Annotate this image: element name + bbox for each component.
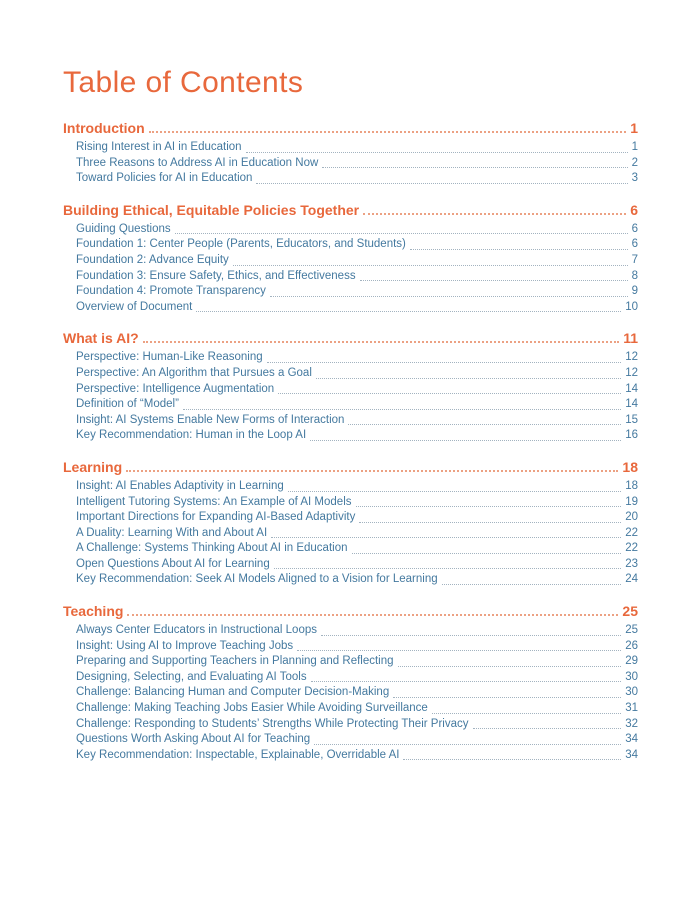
toc-entry-label: Foundation 1: Center People (Parents, Educators, and Students) <box>76 238 406 251</box>
toc-entry-page-number: 12 <box>625 351 638 364</box>
toc-entry-label: Perspective: Intelligence Augmentation <box>76 382 275 395</box>
toc-section <box>63 120 638 187</box>
toc-entry[interactable] <box>63 413 638 429</box>
toc-entry-label: Challenge: Responding to Students’ Strengths While Protecting Their Privacy <box>76 717 469 730</box>
toc-entry[interactable] <box>63 526 638 542</box>
toc-entry-page-number: 14 <box>625 398 638 411</box>
toc-entry[interactable] <box>63 572 638 588</box>
toc-entry-label: Perspective: Human-Like Reasoning <box>76 351 263 364</box>
toc-entry[interactable] <box>63 428 638 444</box>
dot-leader <box>432 713 621 714</box>
toc-entry-page-number: 6 <box>631 222 638 235</box>
toc-entry-label: Rising Interest in AI in Education <box>76 141 242 153</box>
toc-entry-page-number: 2 <box>631 156 638 169</box>
dot-leader <box>143 341 619 343</box>
toc-entry-page-number: 34 <box>625 748 638 761</box>
toc-entry-page-number: 30 <box>625 670 638 683</box>
dot-leader <box>314 744 621 745</box>
toc-entry-label: Insight: AI Systems Enable New Forms of Interaction <box>76 413 345 426</box>
dot-leader <box>322 167 627 168</box>
dot-leader <box>321 635 621 636</box>
toc-entry-label: Toward Policies for AI in Education <box>76 172 253 185</box>
toc-entry-page-number: 22 <box>625 542 638 555</box>
toc-entry[interactable] <box>63 732 638 748</box>
toc-entry-page-number: 8 <box>631 269 638 282</box>
dot-leader <box>442 584 622 585</box>
dot-leader <box>274 568 621 569</box>
toc-entry-page-number: 25 <box>625 624 638 637</box>
toc-entry-page-number: 22 <box>625 526 638 539</box>
dot-leader <box>278 393 621 394</box>
page-title: Table of Contents <box>63 66 304 99</box>
toc-entry[interactable] <box>63 670 638 686</box>
toc-entry-page-number: 23 <box>625 557 638 570</box>
toc-entry-label: Overview of Document <box>76 300 193 313</box>
toc-entry-page-number: 34 <box>625 733 638 746</box>
toc-entry-page-number: 7 <box>631 253 638 266</box>
toc-entry[interactable] <box>63 495 638 511</box>
toc-entry-label: Insight: AI Enables Adaptivity in Learning <box>76 479 284 492</box>
toc-entry-label: Definition of “Model” <box>76 398 179 411</box>
toc-entry-page-number: 18 <box>625 479 638 492</box>
dot-leader <box>363 213 626 215</box>
table-of-contents <box>63 120 638 763</box>
toc-section-page-number: 6 <box>630 201 638 218</box>
toc-entry-page-number: 10 <box>625 300 638 313</box>
toc-entry-label: Key Recommendation: Human in the Loop AI <box>76 429 307 442</box>
toc-entry-page-number: 30 <box>625 686 638 699</box>
toc-entry-label: A Duality: Learning With and About AI <box>76 526 268 539</box>
toc-entry[interactable] <box>63 639 638 655</box>
toc-entry-page-number: 19 <box>625 495 638 508</box>
toc-entry-page-number: 9 <box>631 285 638 298</box>
toc-section-title: Building Ethical, Equitable Policies Together <box>63 201 360 218</box>
toc-section-entry[interactable] <box>63 330 638 346</box>
toc-entry-label: Perspective: An Algorithm that Pursues a Goal <box>76 366 312 379</box>
dot-leader <box>359 522 621 523</box>
dot-leader <box>311 681 622 682</box>
toc-entry[interactable] <box>63 140 638 156</box>
toc-entry[interactable] <box>63 510 638 526</box>
toc-entry-label: Designing, Selecting, and Evaluating AI Tools <box>76 670 307 683</box>
toc-entry-page-number: 12 <box>625 366 638 379</box>
toc-section-page-number: 11 <box>623 330 638 347</box>
toc-entry[interactable] <box>63 350 638 366</box>
toc-entry[interactable] <box>63 156 638 172</box>
toc-section-title: Introduction <box>63 120 145 136</box>
toc-entry[interactable] <box>63 171 638 187</box>
toc-entry-page-number: 32 <box>625 717 638 730</box>
dot-leader <box>267 362 622 363</box>
toc-entry[interactable] <box>63 300 638 316</box>
toc-entry[interactable] <box>63 382 638 398</box>
toc-entry[interactable] <box>63 269 638 285</box>
dot-leader <box>352 553 622 554</box>
toc-section-page-number: 18 <box>622 458 638 475</box>
dot-leader <box>127 614 618 616</box>
toc-entry-page-number: 15 <box>625 413 638 426</box>
toc-entry-label: Key Recommendation: Inspectable, Explainable, Overridable AI <box>76 748 400 761</box>
toc-section-entry[interactable] <box>63 603 638 619</box>
toc-section-page-number: 25 <box>622 603 638 620</box>
toc-entry[interactable] <box>63 222 638 238</box>
dot-leader <box>310 440 621 441</box>
toc-entry-page-number: 6 <box>631 238 638 251</box>
toc-entry-page-number: 24 <box>625 573 638 586</box>
toc-section-page-number: 1 <box>630 120 638 136</box>
dot-leader <box>348 424 621 425</box>
toc-entry[interactable] <box>63 253 638 269</box>
toc-section <box>63 202 638 316</box>
toc-entry-page-number: 26 <box>625 639 638 652</box>
toc-entry[interactable] <box>63 654 638 670</box>
dot-leader <box>393 697 621 698</box>
toc-entry-page-number: 14 <box>625 382 638 395</box>
toc-entry-label: Guiding Questions <box>76 222 171 235</box>
toc-entry-label: A Challenge: Systems Thinking About AI in Education <box>76 542 348 555</box>
toc-section-entry[interactable] <box>63 120 638 136</box>
toc-entry[interactable] <box>63 623 638 639</box>
toc-entry-page-number: 31 <box>625 702 638 715</box>
toc-entry-page-number: 16 <box>625 429 638 442</box>
toc-entry-label: Questions Worth Asking About AI for Teaching <box>76 733 311 746</box>
dot-leader <box>256 183 627 184</box>
dot-leader <box>288 491 621 492</box>
dot-leader <box>175 233 628 234</box>
toc-entry[interactable] <box>63 479 638 495</box>
toc-entry[interactable] <box>63 685 638 701</box>
toc-entry-label: Always Center Educators in Instructional Loops <box>76 624 317 637</box>
dot-leader <box>360 280 628 281</box>
dot-leader <box>356 506 622 507</box>
toc-entry[interactable] <box>63 701 638 717</box>
dot-leader <box>233 265 628 266</box>
toc-entry-label: Important Directions for Expanding AI-Based Adaptivity <box>76 511 356 524</box>
toc-entry-label: Open Questions About AI for Learning <box>76 557 270 570</box>
toc-entry-label: Foundation 2: Advance Equity <box>76 253 229 266</box>
toc-entry-label: Challenge: Making Teaching Jobs Easier While Avoiding Surveillance <box>76 702 428 715</box>
dot-leader <box>398 666 622 667</box>
toc-entry[interactable] <box>63 366 638 382</box>
dot-leader <box>246 152 628 153</box>
toc-entry[interactable] <box>63 541 638 557</box>
dot-leader <box>271 537 621 538</box>
toc-entry-label: Challenge: Balancing Human and Computer Decision-Making <box>76 686 390 699</box>
toc-entry-label: Three Reasons to Address AI in Education Now <box>76 156 319 169</box>
toc-section <box>63 603 638 763</box>
toc-entry[interactable] <box>63 748 638 764</box>
toc-entry-label: Foundation 3: Ensure Safety, Ethics, and Effectiveness <box>76 269 356 282</box>
toc-entry-page-number: 20 <box>625 511 638 524</box>
dot-leader <box>297 650 621 651</box>
toc-section-title: Learning <box>63 458 123 475</box>
toc-entry-label: Insight: Using AI to Improve Teaching Jobs <box>76 639 294 652</box>
dot-leader <box>196 311 621 312</box>
toc-entry-page-number: 29 <box>625 655 638 668</box>
toc-section-title: What is AI? <box>63 330 139 347</box>
toc-section <box>63 330 638 444</box>
toc-entry-label: Key Recommendation: Seek AI Models Aligned to a Vision for Learning <box>76 573 438 586</box>
toc-entry-label: Foundation 4: Promote Transparency <box>76 285 266 298</box>
dot-leader <box>473 728 622 729</box>
dot-leader <box>183 409 621 410</box>
toc-entry[interactable] <box>63 557 638 573</box>
toc-entry-page-number: 1 <box>631 141 638 153</box>
toc-entry[interactable] <box>63 284 638 300</box>
toc-section <box>63 459 638 588</box>
dot-leader <box>149 131 627 133</box>
dot-leader <box>126 470 618 472</box>
dot-leader <box>403 759 621 760</box>
toc-section-title: Teaching <box>63 603 124 620</box>
dot-leader <box>410 249 628 250</box>
toc-section-entry[interactable] <box>63 459 638 475</box>
toc-entry[interactable] <box>63 397 638 413</box>
toc-entry-label: Preparing and Supporting Teachers in Planning and Reflecting <box>76 655 394 668</box>
toc-entry-page-number: 3 <box>631 172 638 185</box>
toc-entry[interactable] <box>63 717 638 733</box>
toc-section-entry[interactable] <box>63 202 638 218</box>
toc-entry-label: Intelligent Tutoring Systems: An Example of AI Models <box>76 495 352 508</box>
dot-leader <box>270 296 628 297</box>
dot-leader <box>316 378 621 379</box>
toc-entry[interactable] <box>63 237 638 253</box>
